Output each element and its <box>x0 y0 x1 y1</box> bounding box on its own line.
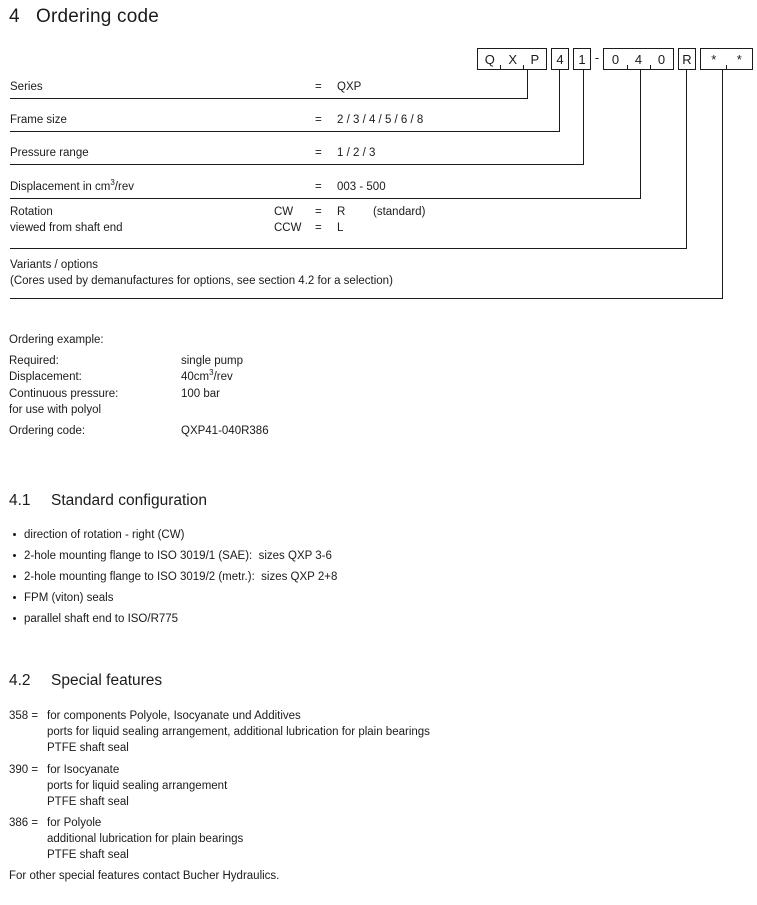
rule-displacement <box>10 198 641 199</box>
char-separator-tick <box>650 65 651 69</box>
row-pressure-label: Pressure range <box>10 147 89 159</box>
example-pressure-label: Continuous pressure: <box>9 388 119 400</box>
superscript: 3 <box>110 178 115 188</box>
code-box-displacement <box>603 48 674 70</box>
bullet-item: parallel shaft end to ISO/R775 <box>24 613 179 625</box>
equals-sign: = <box>315 206 322 218</box>
equals-sign: = <box>315 222 322 234</box>
example-pressure-value: 100 bar <box>181 388 221 400</box>
bullet-item: 2-hole mounting flange to ISO 3019/1 (SAE): sizes QXP 3-6 <box>24 550 332 562</box>
code-char: 4 <box>556 51 564 67</box>
row-rotation-label-line1: Rotation <box>10 206 53 218</box>
section-number: 4.2 <box>9 672 31 689</box>
equals-sign: = <box>315 147 322 159</box>
bullet-item: FPM (viton) seals <box>24 592 114 604</box>
row-displacement-value: 003 - 500 <box>337 181 386 193</box>
code-char: 1 <box>578 51 586 67</box>
equals-sign: = <box>315 114 322 126</box>
connector-line-frame <box>559 69 560 131</box>
bullet-icon <box>13 533 16 536</box>
connector-line-variants <box>722 69 723 298</box>
code-char: Q <box>484 51 495 67</box>
feature-line: additional lubrication for plain bearings <box>47 833 244 845</box>
code-box-frame <box>551 48 569 70</box>
rule-series <box>10 98 528 99</box>
char-separator-tick <box>500 65 501 69</box>
equals-sign: = <box>315 81 322 93</box>
code-char: 0 <box>657 51 666 67</box>
feature-code: 390 = <box>9 764 39 776</box>
example-code-label: Ordering code: <box>9 425 86 437</box>
row-pressure-value: 1 / 2 / 3 <box>337 147 376 159</box>
code-box-pressure <box>573 48 591 70</box>
feature-line: PTFE shaft seal <box>47 742 129 754</box>
row-variants-line1: Variants / options <box>10 259 99 271</box>
code-char: P <box>530 51 540 67</box>
section-number: 4.1 <box>9 492 31 509</box>
superscript: 3 <box>209 368 214 378</box>
section-title: Special features <box>51 672 163 689</box>
rotation-standard-note: (standard) <box>373 206 426 218</box>
code-box-variants <box>700 48 753 70</box>
section-title: Standard configuration <box>51 492 207 509</box>
row-displacement-label <box>10 179 134 195</box>
example-code-value: QXP41-040R386 <box>181 425 269 437</box>
feature-code: 358 = <box>9 710 39 722</box>
rule-pressure <box>10 164 584 165</box>
example-required-label: Required: <box>9 355 59 367</box>
label-text: /rev <box>114 181 134 193</box>
row-frame-label: Frame size <box>10 114 67 126</box>
bullet-item: 2-hole mounting flange to ISO 3019/2 (metr.): sizes QXP 2+8 <box>24 571 338 583</box>
feature-line: for components Polyole, Isocyanate und Additives <box>47 710 301 722</box>
rotation-ccw-label: CCW <box>274 222 302 234</box>
feature-line: for Isocyanate <box>47 764 120 776</box>
value-text: 40cm <box>181 371 210 383</box>
code-char: R <box>682 51 692 67</box>
row-series-value: QXP <box>337 81 362 93</box>
feature-line: for Polyole <box>47 817 102 829</box>
special-features-footer: For other special features contact Bucher Hydraulics. <box>9 870 280 882</box>
feature-line: ports for liquid sealing arrangement <box>47 780 228 792</box>
char-separator-tick <box>523 65 524 69</box>
bullet-icon <box>13 575 16 578</box>
feature-line: ports for liquid sealing arrangement, additional lubrication for plain bearings <box>47 726 430 738</box>
section-number: 4 <box>9 6 20 27</box>
connector-line-series <box>527 69 528 98</box>
rotation-ccw-value: L <box>337 222 344 234</box>
connector-line-displacement <box>640 69 641 198</box>
feature-code: 386 = <box>9 817 39 829</box>
row-variants-line2: (Cores used by demanufactures for options, see section 4.2 for a selection) <box>10 275 393 287</box>
equals-sign: = <box>315 181 322 193</box>
example-displacement-label: Displacement: <box>9 371 82 383</box>
code-box-series <box>477 48 547 70</box>
example-required-value: single pump <box>181 355 244 367</box>
code-char: * <box>711 51 717 67</box>
rotation-cw-label: CW <box>274 206 294 218</box>
char-separator-tick <box>726 65 727 69</box>
rotation-cw-value: R <box>337 206 346 218</box>
example-polyol-note: for use with polyol <box>9 404 102 416</box>
bullet-item: direction of rotation - right (CW) <box>24 529 185 541</box>
connector-line-pressure <box>583 69 584 164</box>
value-text: /rev <box>213 371 233 383</box>
code-char: 4 <box>634 51 643 67</box>
row-rotation-label-line2: viewed from shaft end <box>10 222 123 234</box>
char-separator-tick <box>627 65 628 69</box>
ordering-example-title: Ordering example: <box>9 334 104 346</box>
example-displacement-value <box>181 369 233 385</box>
code-box-rotation <box>678 48 696 70</box>
code-char: 0 <box>611 51 620 67</box>
row-frame-value: 2 / 3 / 4 / 5 / 6 / 8 <box>337 114 424 126</box>
code-char: * <box>736 51 742 67</box>
bullet-icon <box>13 596 16 599</box>
label-text: Displacement in cm <box>10 181 111 193</box>
code-dash-separator: - <box>594 50 600 65</box>
rule-variants <box>10 298 723 299</box>
feature-line: PTFE shaft seal <box>47 796 129 808</box>
bullet-icon <box>13 617 16 620</box>
page-title: Ordering code <box>36 6 160 27</box>
bullet-icon <box>13 554 16 557</box>
row-series-label: Series <box>10 81 43 93</box>
code-char: X <box>508 51 518 67</box>
rule-rotation <box>10 248 687 249</box>
feature-line: PTFE shaft seal <box>47 849 129 861</box>
rule-frame <box>10 131 560 132</box>
connector-line-rotation <box>686 69 687 248</box>
